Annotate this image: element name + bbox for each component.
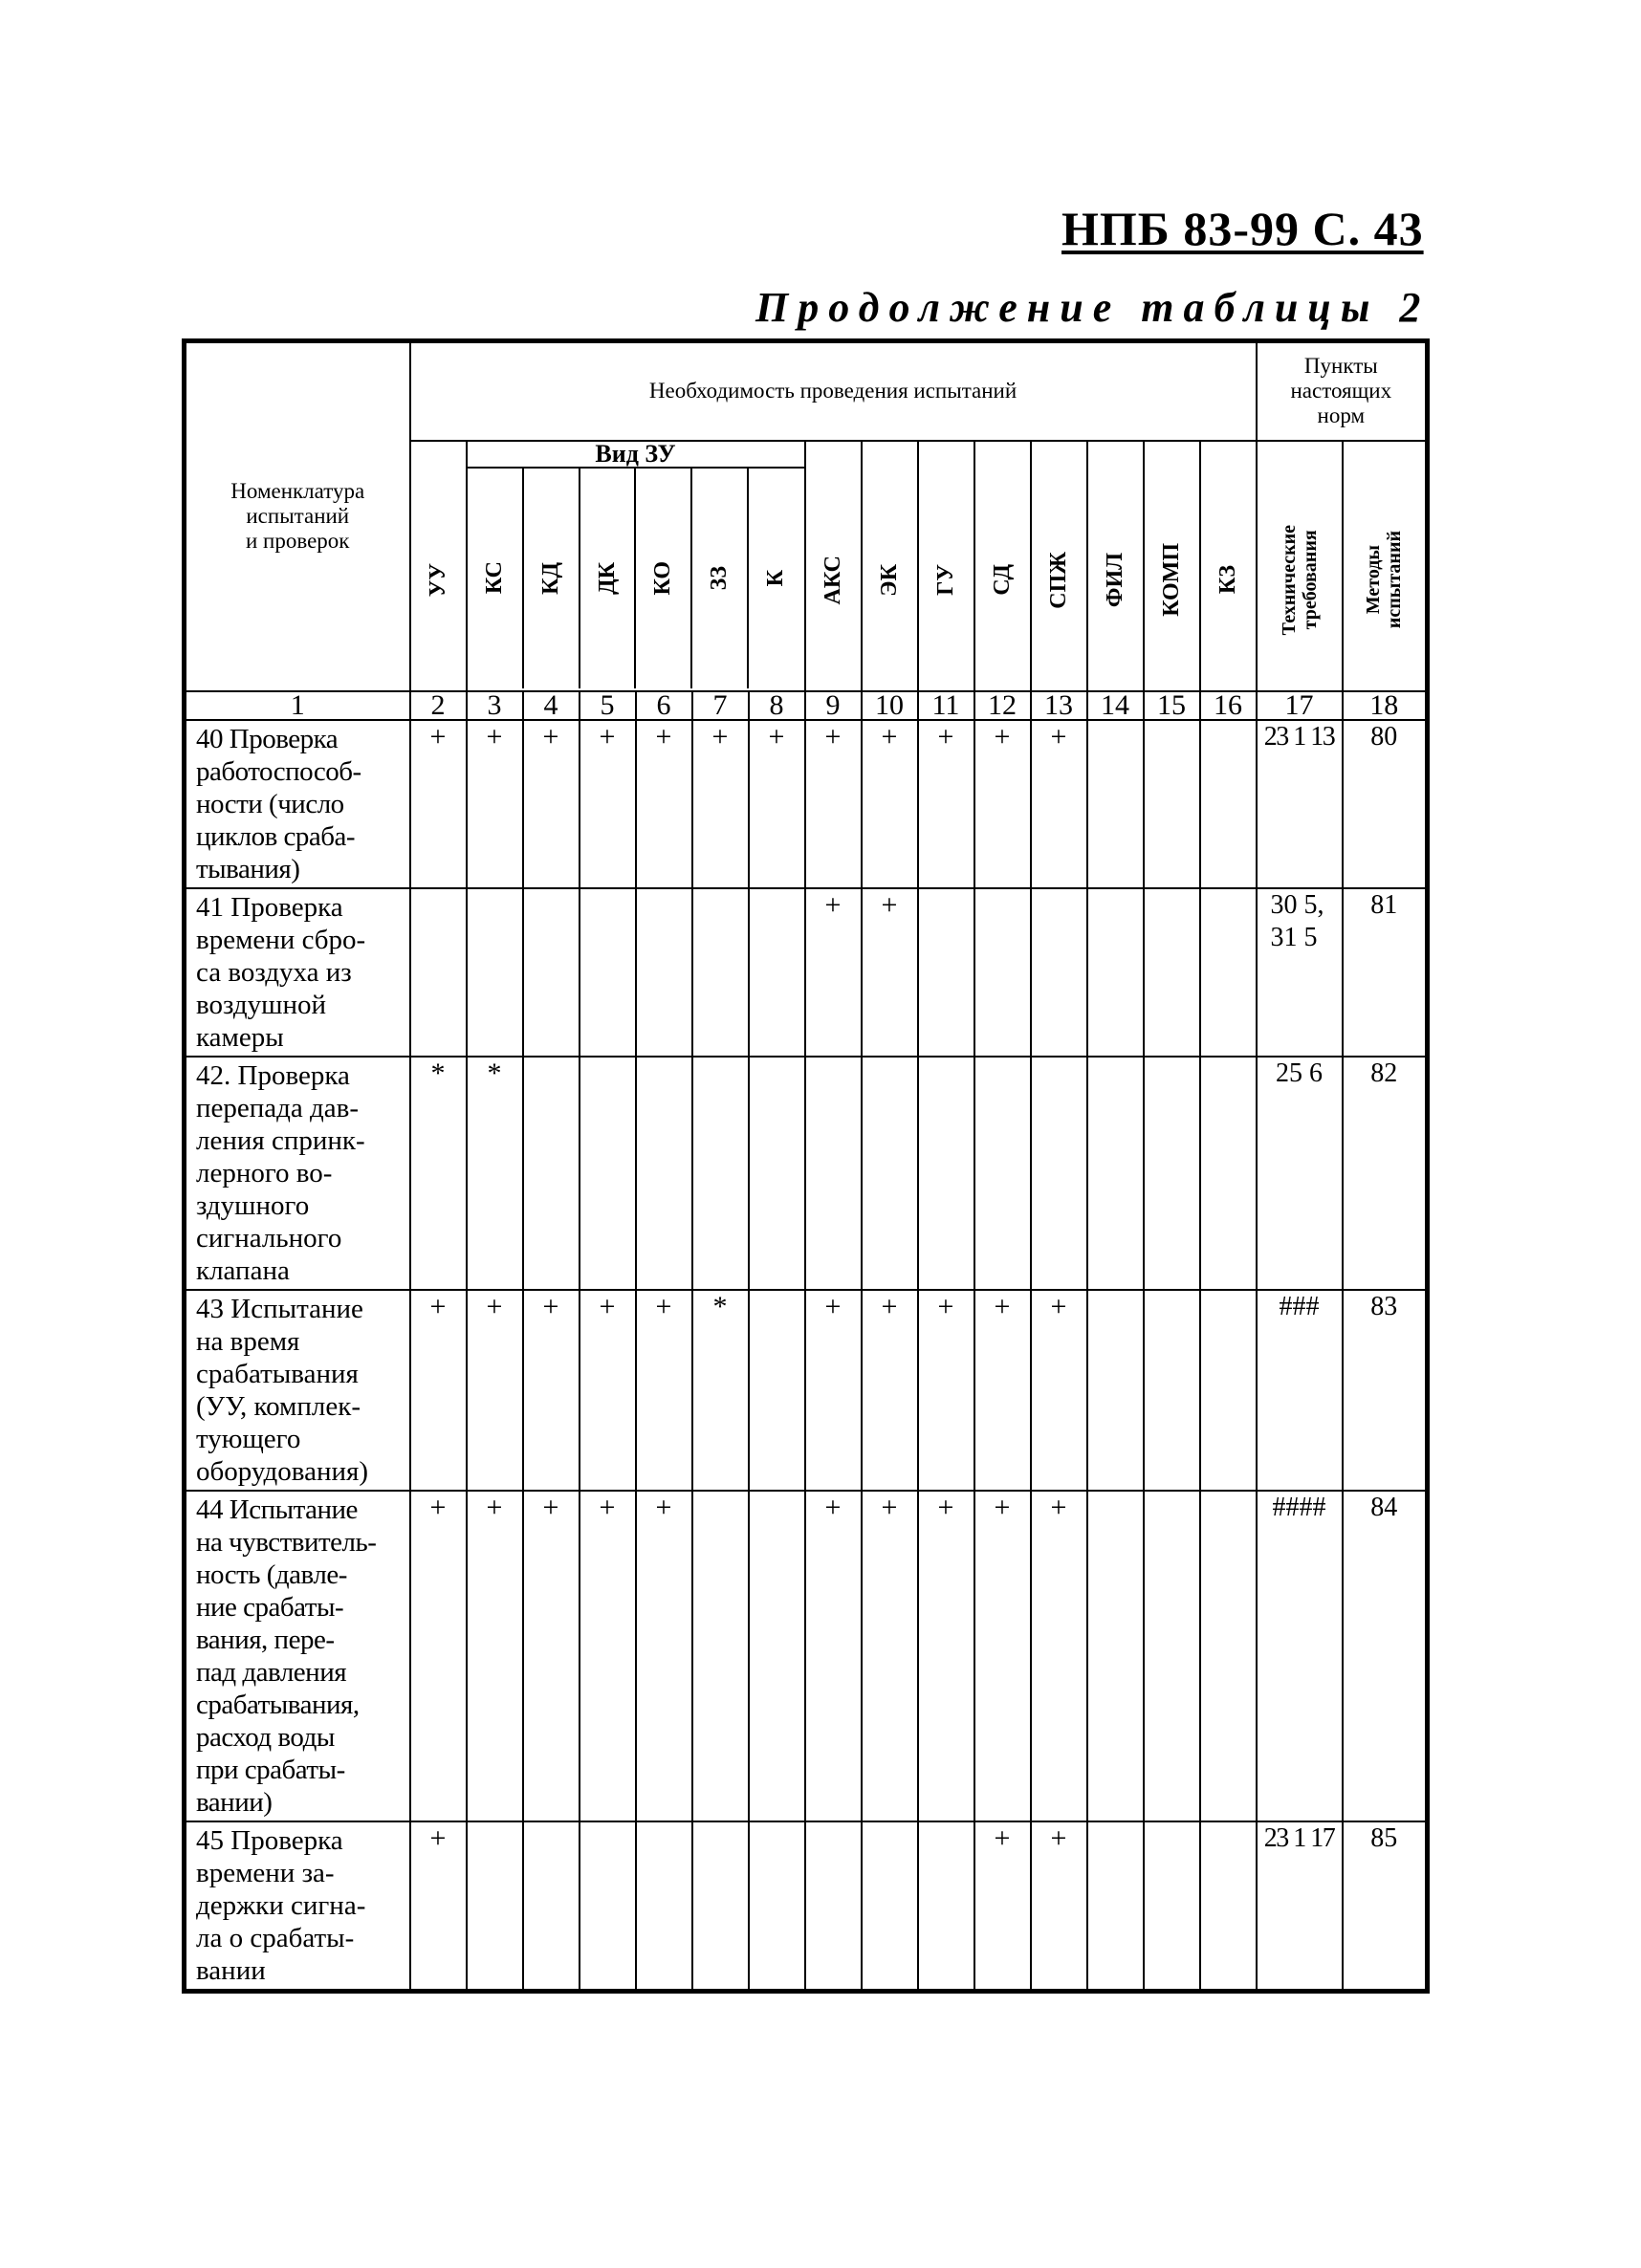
column-number: 15: [1144, 691, 1200, 720]
test-mark-cell: +: [410, 1821, 467, 1992]
test-name-line: вании): [196, 1786, 273, 1818]
test-name-line: времени сбро-: [196, 924, 366, 955]
column-number: 4: [523, 691, 580, 720]
col-header-komp: КОМП: [1144, 441, 1200, 691]
test-name-line: ние срабаты-: [196, 1591, 344, 1623]
test-name-line: ность (давле-: [196, 1559, 347, 1590]
page-header: НПБ 83-99 С. 43: [1061, 202, 1424, 255]
test-mark-cell: [1144, 888, 1200, 1057]
col-header-ek: ЭК: [862, 441, 918, 691]
test-mark-cell: +: [636, 1290, 692, 1491]
test-mark-cell: [1144, 1491, 1200, 1821]
test-mark-cell: [1087, 1821, 1144, 1992]
test-name-line: здушного: [196, 1189, 310, 1221]
test-mark-cell: [1144, 1057, 1200, 1290]
test-name-cell: [185, 1057, 410, 1290]
test-name-line: (УУ, комплек-: [196, 1390, 361, 1422]
test-name-line: ла о срабаты-: [196, 1922, 355, 1953]
column-number: 3: [467, 691, 523, 720]
test-name-line: воздушной: [196, 989, 327, 1020]
test-mark-cell: [1087, 1491, 1144, 1821]
tech-req-value: 25 6: [1276, 1058, 1324, 1088]
test-name-line: пад давления: [196, 1656, 347, 1688]
test-mark-cell: [1200, 1821, 1257, 1992]
table-row: [185, 1821, 1428, 1992]
column-number: 2: [410, 691, 467, 720]
test-mark-cell: +: [918, 1290, 974, 1491]
tech-req-cell: [1257, 888, 1343, 1057]
test-name-line: работоспособ-: [196, 755, 361, 787]
test-mark-cell: [467, 1821, 523, 1992]
column-number: 9: [805, 691, 862, 720]
test-name-line: ности (число: [196, 788, 344, 819]
test-mark-cell: +: [918, 720, 974, 888]
test-name-line: циклов сраба-: [196, 820, 356, 852]
test-mark-cell: [749, 1491, 805, 1821]
test-name-line: тующего: [196, 1423, 301, 1454]
test-mark-cell: [805, 1057, 862, 1290]
test-mark-cell: [749, 1290, 805, 1491]
col-header-dk: ДК: [580, 469, 636, 688]
test-mark-cell: +: [1031, 1491, 1087, 1821]
test-name-line: вании: [196, 1954, 266, 1986]
test-mark-cell: [1200, 720, 1257, 888]
col-header-kz: КЗ: [1200, 441, 1257, 691]
vid-zu-subtable: [468, 469, 804, 688]
test-name-line: 40 Проверка: [196, 723, 339, 754]
test-mark-cell: +: [580, 1290, 636, 1491]
test-name-line: срабатывания: [196, 1358, 359, 1389]
test-mark-cell: +: [580, 720, 636, 888]
col-header-k: К: [763, 569, 789, 587]
test-mark-cell: [523, 1057, 580, 1290]
test-mark-cell: [749, 1057, 805, 1290]
test-mark-cell: +: [749, 720, 805, 888]
test-name-line: ления спринк-: [196, 1124, 365, 1156]
nomenclature-header: Номенклатура испытаний и проверок: [185, 341, 410, 691]
tech-req-cell: [1257, 1491, 1343, 1821]
col-header-tech-req: Технические требования: [1257, 441, 1343, 691]
test-name-line: тывания): [196, 853, 300, 884]
col-header-uu: УУ: [410, 441, 467, 691]
column-number: 7: [692, 691, 749, 720]
test-mark-cell: +: [467, 1491, 523, 1821]
test-mark-cell: [918, 1821, 974, 1992]
test-method-cell: 85: [1343, 1821, 1428, 1992]
test-mark-cell: +: [636, 1491, 692, 1821]
test-name-cell: [185, 1290, 410, 1491]
column-number: 17: [1257, 691, 1343, 720]
tech-req-value: 30 5,: [1270, 889, 1324, 920]
test-method-cell: 82: [1343, 1057, 1428, 1290]
test-mark-cell: [974, 888, 1031, 1057]
test-mark-cell: [862, 1057, 918, 1290]
test-mark-cell: +: [918, 1491, 974, 1821]
test-mark-cell: [467, 888, 523, 1057]
column-number: 16: [1200, 691, 1257, 720]
test-name-line: при срабаты-: [196, 1754, 345, 1785]
necessity-header: Необходимость проведения испытаний: [410, 341, 1257, 441]
test-mark-cell: +: [692, 720, 749, 888]
tech-req-value: 23 1 17: [1263, 1822, 1335, 1853]
table-caption: Продолжение таблицы 2: [755, 284, 1431, 331]
column-number: 18: [1343, 691, 1428, 720]
test-name-line: 41 Проверка: [196, 891, 343, 923]
vid-zu-label: Вид ЗУ: [468, 442, 804, 469]
test-mark-cell: +: [467, 720, 523, 888]
test-mark-cell: [692, 1057, 749, 1290]
tech-req-value: ###: [1279, 1291, 1320, 1321]
test-mark-cell: +: [410, 1491, 467, 1821]
test-mark-cell: [523, 1821, 580, 1992]
test-mark-cell: +: [805, 888, 862, 1057]
test-mark-cell: +: [523, 1491, 580, 1821]
test-mark-cell: [918, 888, 974, 1057]
column-number: 12: [974, 691, 1031, 720]
test-name-line: са воздуха из: [196, 956, 352, 988]
column-number: 1: [185, 691, 410, 720]
test-name-line: срабатывания,: [196, 1689, 360, 1720]
test-name-line: лерного во-: [196, 1157, 333, 1189]
column-number: 11: [918, 691, 974, 720]
test-name-line: сигнального: [196, 1222, 342, 1254]
test-mark-cell: [1144, 720, 1200, 888]
test-name-line: 45 Проверка: [196, 1824, 343, 1856]
tech-req-cell: [1257, 1290, 1343, 1491]
test-mark-cell: *: [410, 1057, 467, 1290]
table-row: [185, 1491, 1428, 1821]
col-header-spzh: СПЖ: [1031, 441, 1087, 691]
col-header-sd: СД: [974, 441, 1031, 691]
column-number: 10: [862, 691, 918, 720]
test-mark-cell: +: [974, 1290, 1031, 1491]
tech-req-cell: [1257, 1057, 1343, 1290]
test-mark-cell: [1200, 888, 1257, 1057]
test-method-cell: 81: [1343, 888, 1428, 1057]
test-mark-cell: [692, 1491, 749, 1821]
test-name-cell: [185, 720, 410, 888]
test-mark-cell: [636, 1821, 692, 1992]
test-requirements-table: [182, 338, 1430, 1994]
column-number: 6: [636, 691, 692, 720]
test-mark-cell: [1200, 1290, 1257, 1491]
tech-req-value: 23 1 13: [1263, 721, 1335, 752]
test-name-line: времени за-: [196, 1857, 335, 1888]
table-row: [185, 1057, 1428, 1290]
col-header-kd: КД: [523, 469, 580, 688]
test-mark-cell: [1200, 1057, 1257, 1290]
test-mark-cell: +: [636, 720, 692, 888]
test-mark-cell: +: [467, 1290, 523, 1491]
column-number: 14: [1087, 691, 1144, 720]
test-name-line: на чувствитель-: [196, 1526, 377, 1558]
col-header-test-methods: Методы испытаний: [1343, 441, 1428, 691]
tech-req-value: 31 5: [1270, 922, 1318, 952]
test-mark-cell: [1144, 1821, 1200, 1992]
test-name-line: на время: [196, 1325, 300, 1357]
column-number: 5: [580, 691, 636, 720]
table-row: [185, 1290, 1428, 1491]
tech-req-cell: [1257, 720, 1343, 888]
test-mark-cell: +: [974, 720, 1031, 888]
table-body: [185, 688, 1428, 1992]
test-mark-cell: [1087, 720, 1144, 888]
test-name-cell: [185, 1491, 410, 1821]
test-mark-cell: +: [523, 720, 580, 888]
test-mark-cell: +: [862, 1290, 918, 1491]
test-mark-cell: [1087, 1057, 1144, 1290]
test-mark-cell: [805, 1821, 862, 1992]
test-mark-cell: [862, 1821, 918, 1992]
test-mark-cell: +: [580, 1491, 636, 1821]
tech-req-value: ####: [1272, 1492, 1326, 1522]
test-mark-cell: [974, 1057, 1031, 1290]
test-mark-cell: +: [523, 1290, 580, 1491]
test-name-line: 43 Испытание: [196, 1293, 363, 1324]
test-mark-cell: +: [1031, 1821, 1087, 1992]
test-mark-cell: +: [805, 1491, 862, 1821]
col-header-ks: КС: [468, 469, 524, 688]
test-mark-cell: [636, 1057, 692, 1290]
test-method-cell: 83: [1343, 1290, 1428, 1491]
table-row: [185, 888, 1428, 1057]
test-mark-cell: [692, 1821, 749, 1992]
test-mark-cell: +: [974, 1821, 1031, 1992]
clauses-header: Пункты настоящих норм: [1257, 341, 1428, 441]
test-mark-cell: [749, 888, 805, 1057]
test-name-line: 42. Проверка: [196, 1059, 350, 1091]
test-mark-cell: +: [862, 888, 918, 1057]
test-mark-cell: [636, 888, 692, 1057]
test-mark-cell: [749, 1821, 805, 1992]
col-header-zz: ЗЗ: [691, 469, 748, 688]
test-mark-cell: [580, 888, 636, 1057]
column-number-row: [185, 691, 1428, 720]
test-mark-cell: [1031, 888, 1087, 1057]
test-name-cell: [185, 888, 410, 1057]
test-method-cell: 84: [1343, 1491, 1428, 1821]
test-mark-cell: [1087, 1290, 1144, 1491]
test-mark-cell: +: [805, 720, 862, 888]
test-mark-cell: +: [805, 1290, 862, 1491]
test-method-cell: 80: [1343, 720, 1428, 888]
test-name-line: расход воды: [196, 1721, 335, 1753]
test-mark-cell: *: [692, 1290, 749, 1491]
vid-zu-group: [467, 441, 805, 691]
column-number: 8: [749, 691, 805, 720]
test-name-line: 44 Испытание: [196, 1494, 358, 1525]
test-mark-cell: +: [862, 1491, 918, 1821]
test-mark-cell: +: [410, 1290, 467, 1491]
test-name-line: камеры: [196, 1021, 284, 1053]
column-number: 13: [1031, 691, 1087, 720]
test-mark-cell: [1200, 1491, 1257, 1821]
test-mark-cell: +: [1031, 1290, 1087, 1491]
test-mark-cell: [1087, 888, 1144, 1057]
test-mark-cell: +: [410, 720, 467, 888]
test-mark-cell: [580, 1057, 636, 1290]
test-name-line: держки сигна-: [196, 1889, 366, 1921]
col-header-gu: ГУ: [918, 441, 974, 691]
col-header-ko: КО: [635, 469, 691, 688]
test-name-line: оборудования): [196, 1455, 369, 1487]
test-mark-cell: [580, 1821, 636, 1992]
test-mark-cell: *: [467, 1057, 523, 1290]
test-mark-cell: [410, 888, 467, 1057]
table-row: [185, 720, 1428, 888]
tech-req-cell: [1257, 1821, 1343, 1992]
test-name-line: перепада дав-: [196, 1092, 360, 1123]
test-mark-cell: +: [1031, 720, 1087, 888]
test-name-line: вания, пере-: [196, 1624, 335, 1655]
col-header-aks: АКС: [805, 441, 862, 691]
test-mark-cell: +: [974, 1491, 1031, 1821]
test-mark-cell: [1031, 1057, 1087, 1290]
test-mark-cell: [1144, 1290, 1200, 1491]
test-name-cell: [185, 1821, 410, 1992]
test-mark-cell: [523, 888, 580, 1057]
col-header-fil: ФИЛ: [1087, 441, 1144, 691]
test-mark-cell: +: [862, 720, 918, 888]
test-mark-cell: [918, 1057, 974, 1290]
test-mark-cell: [692, 888, 749, 1057]
test-name-line: клапана: [196, 1254, 290, 1286]
